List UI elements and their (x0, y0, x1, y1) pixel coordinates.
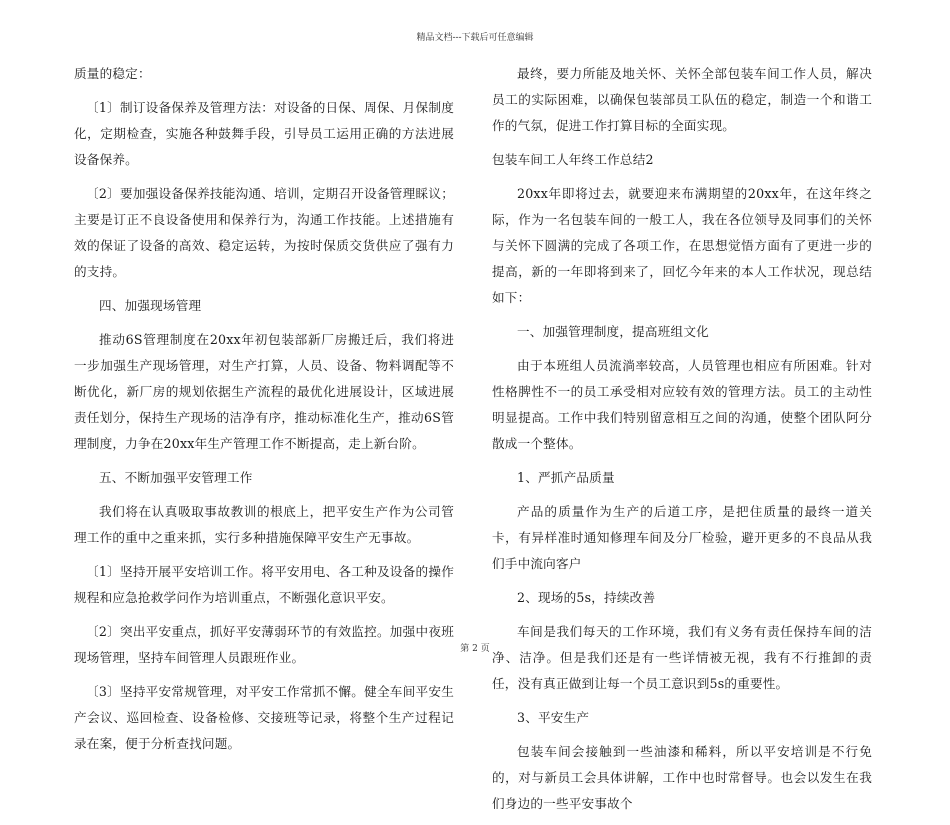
paragraph: 产品的质量作为生产的后道工序，是把住质量的最终一道关卡，有异样准时通知修理车间及分厂检验，避开更多的不良品从我们手中流向客户 (492, 504, 872, 571)
section-heading: 2、现场的5s，持续改善 (517, 590, 656, 605)
paragraph: 〔3〕坚持平安常规管理，对平安工作常抓不懈。健全车间平安生产会议、巡回检查、设备检修、交接班等记录，将整个生产过程记录在案，便于分析查找问题。 (74, 684, 454, 751)
section-heading: 一、加强管理制度，提高班组文化 (517, 324, 709, 339)
paragraph: 包装车间会接触到一些油漆和稀料，所以平安培训是不行免的，对与新员工会具体讲解，工作中也时常督导。也会以发生在我们身边的一些平安事故个 (492, 744, 872, 811)
page-header: 精品文档---下载后可任意编辑 (416, 33, 534, 43)
right-column (492, 61, 872, 825)
document-subtitle: 包装车间工人年终工作总结2 (492, 152, 654, 167)
paragraph: 车间是我们每天的工作环境，我们有义务有责任保持车间的洁净、洁净。但是我们还是有一些详情被无视，我有不行推卸的责任，没有真正做到让每一个员工意识到5s的重要性。 (492, 624, 872, 691)
section-heading: 1、严抓产品质量 (517, 470, 615, 485)
paragraph: 〔2〕要加强设备保养技能沟通、培训，定期召开设备管理睬议；主要是订正不良设备使用和保养行为，沟通工作技能。上述措施有效的保证了设备的高效、稳定运转，为按时保质交货供应了强有力的支持。 (74, 186, 454, 279)
paragraph: 推动6S管理制度在20xx年初包装部新厂房搬迁后，我们将进一步加强生产现场管理，对生产打算，人员、设备、物料调配等不断优化，新厂房的规划依据生产流程的最优化进展设计，区域进展责任划分，保持生产现场的洁净有序，推动标准化生产，推动6S管理制度，力争在20xx年生产管理工作不断提高，走上新台阶。 (74, 332, 454, 451)
section-heading: 四、加强现场管理 (99, 298, 202, 313)
paragraph: 〔1〕制订设备保养及管理方法：对设备的日保、周保、月保制度化，定期检查，实施各种鼓舞手段，引导员工运用正确的方法进展设备保养。 (74, 100, 454, 167)
paragraph: 由于本班组人员流淌率较高，人员管理也相应有所困难。针对性格脾性不一的员工承受相对应较有效的管理方法。员工的主动性明显提高。工作中我们特别留意相互之间的沟通，使整个团队阿分散成一个整体。 (492, 358, 872, 451)
paragraph: 最终，要力所能及地关怀、关怀全部包装车间工作人员，解决员工的实际困难，以确保包装部员工队伍的稳定，制造一个和谐工作的气氛，促进工作打算目标的全面实现。 (492, 66, 872, 133)
paragraph: 20xx年即将过去，就要迎来布满期望的20xx年，在这年终之际，作为一名包装车间的一般工人，我在各位领导及同事们的关怀与关怀下圆满的完成了各项工作，在思想觉悟方面有了更进一步的提高，新的一年即将到来了，回忆今年来的本人工作状况，现总结如下： (492, 186, 872, 305)
paragraph: 我们将在认真吸取事故教训的根底上，把平安生产作为公司管理工作的重中之重来抓，实行多种措施保障平安生产无事故。 (74, 504, 454, 545)
paragraph: 质量的稳定： (74, 66, 151, 81)
paragraph: 〔2〕突出平安重点，抓好平安薄弱环节的有效监控。加强中夜班现场管理，坚持车间管理人员跟班作业。 (74, 624, 454, 665)
section-heading: 3、平安生产 (517, 710, 590, 725)
page-number: 第 2 页 (460, 644, 490, 654)
section-heading: 五、不断加强平安管理工作 (99, 470, 253, 485)
paragraph: 〔1〕坚持开展平安培训工作。将平安用电、各工种及设备的操作规程和应急抢救学问作为培训重点，不断强化意识平安。 (74, 564, 454, 605)
left-column (74, 61, 454, 765)
